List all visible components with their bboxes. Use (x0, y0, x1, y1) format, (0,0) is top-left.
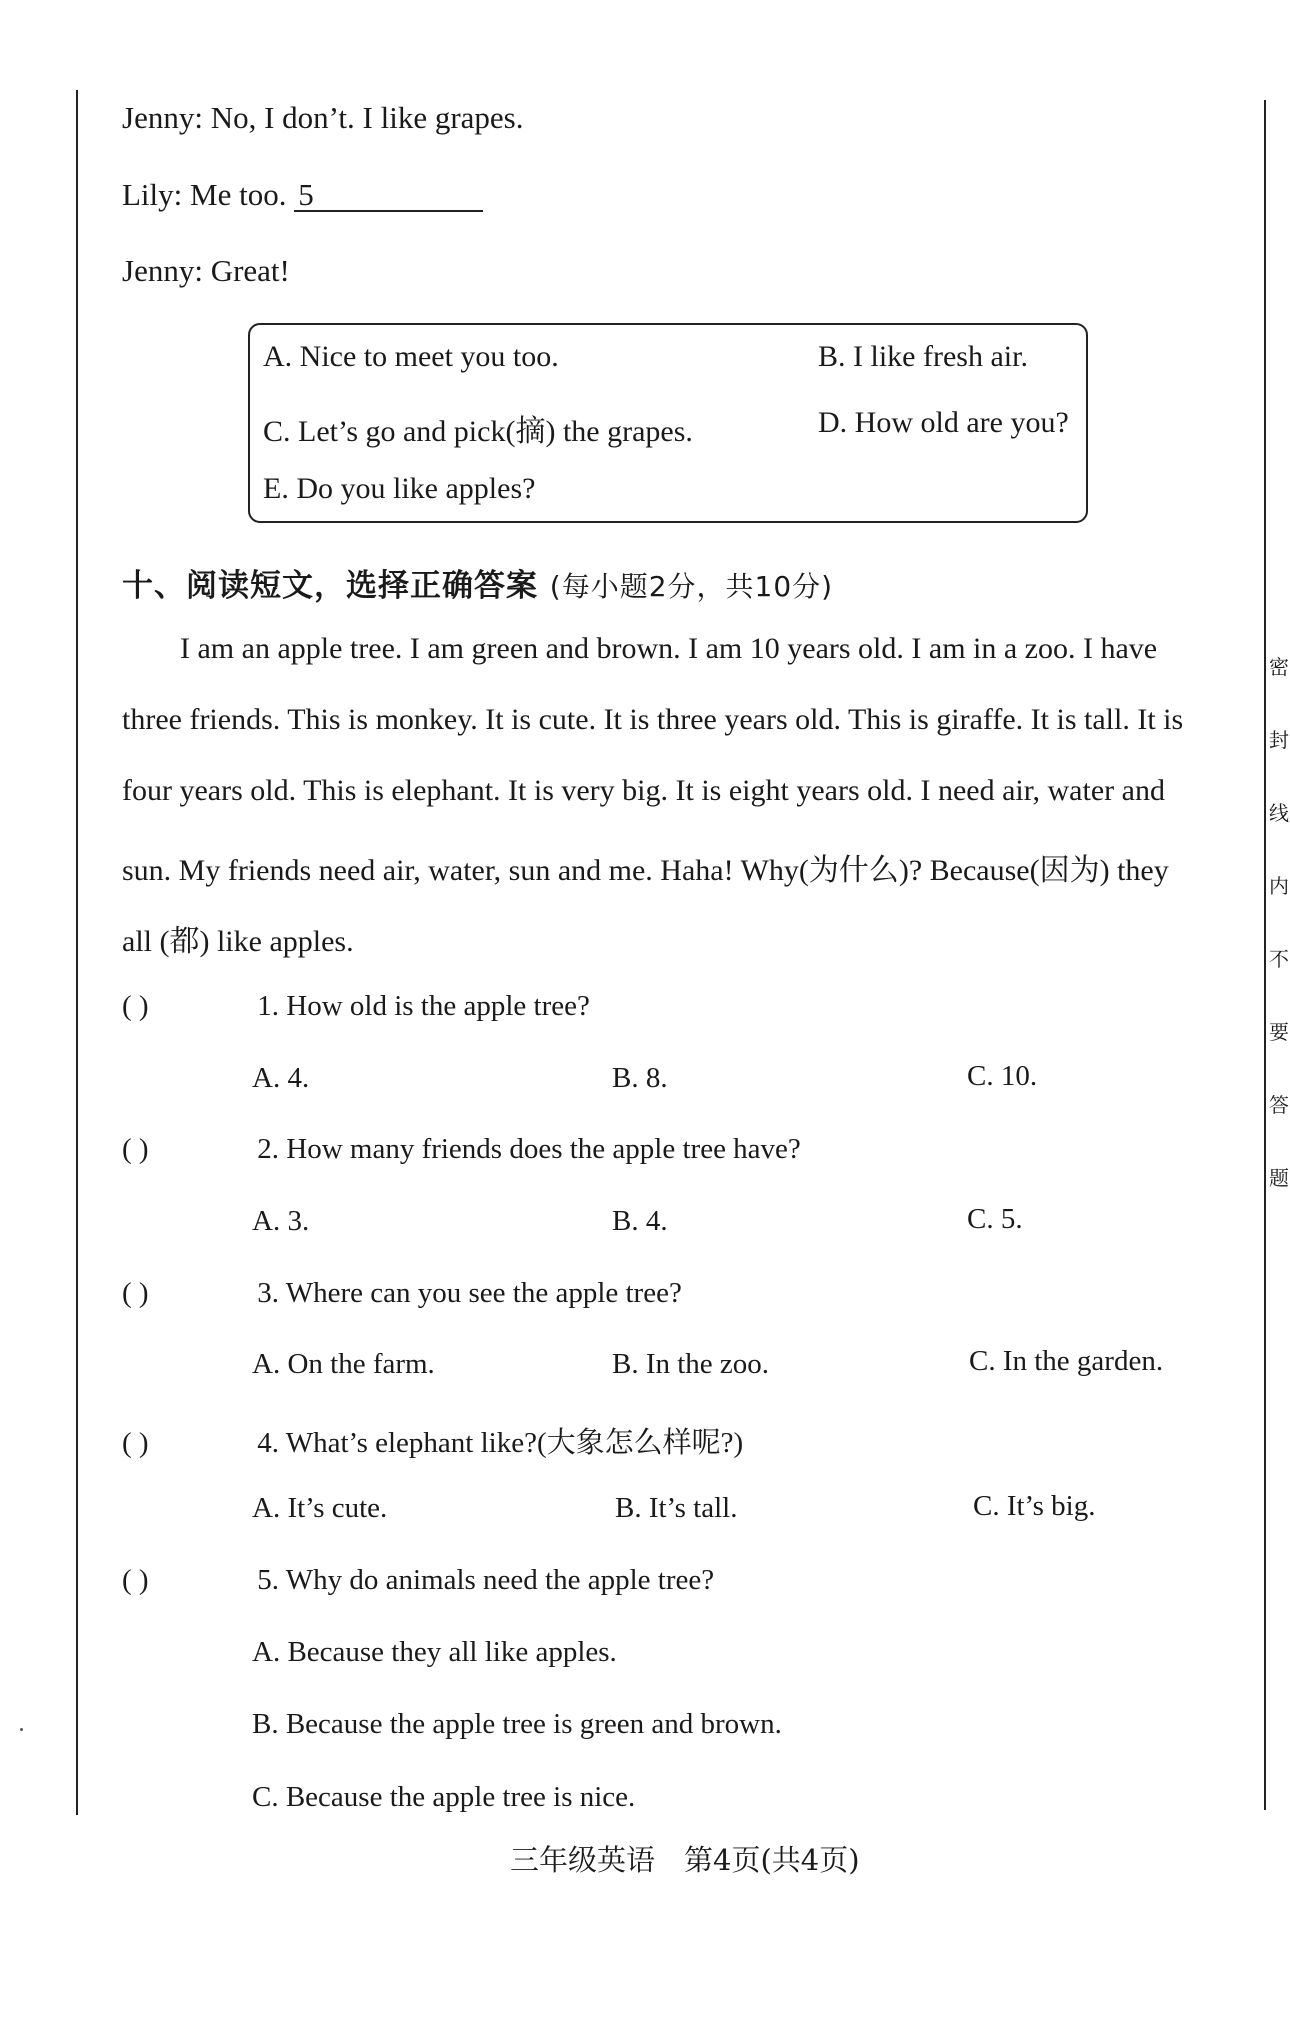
side-char: 线 (1269, 801, 1289, 825)
binding-line-left (76, 90, 78, 1815)
side-char: 不 (1269, 947, 1289, 971)
option-b: B. I like fresh air. (818, 340, 1028, 373)
q3-choice-c: C. In the garden. (969, 1345, 1164, 1377)
question-1 (122, 990, 590, 1023)
section-heading: 十、阅读短文，选择正确答案 (122, 568, 538, 604)
section-score: (每小题2分，共10分) (549, 570, 834, 603)
seal-line-notice (1267, 655, 1290, 1239)
q3-choice-b: B. In the zoo. (612, 1348, 770, 1380)
section-title (122, 560, 833, 605)
answer-paren[interactable]: ( ) (122, 990, 149, 1022)
q1-choice-c: C. 10. (967, 1060, 1038, 1092)
q1-choice-a: A. 4. (252, 1062, 310, 1094)
speaker: Jenny: (122, 100, 203, 135)
side-char: 封 (1269, 728, 1289, 752)
page-footer: 三年级英语 第4页(共4页) (510, 1843, 860, 1877)
question-5 (122, 1564, 714, 1597)
q5-choice-b: B. Because the apple tree is green and brown. (252, 1708, 782, 1740)
speaker: Lily: (122, 177, 183, 212)
side-char: 题 (1269, 1166, 1289, 1190)
q5-choice-a: A. Because they all like apples. (252, 1636, 617, 1668)
question-text: 1. How old is the apple tree? (257, 990, 590, 1022)
binding-line-right (1264, 100, 1266, 1810)
q2-choice-c: C. 5. (967, 1203, 1023, 1235)
q4-choice-a: A. It’s cute. (252, 1492, 388, 1524)
side-char: 内 (1269, 874, 1289, 898)
option-d: D. How old are you? (818, 406, 1069, 439)
q5-choice-c: C. Because the apple tree is nice. (252, 1781, 636, 1813)
speaker: Jenny: (122, 253, 203, 288)
q2-choice-a: A. 3. (252, 1205, 310, 1237)
dialogue-text: No, I don’t. I like grapes. (210, 100, 524, 135)
side-char: 密 (1269, 655, 1289, 679)
answer-paren[interactable]: ( ) (122, 1564, 149, 1596)
dialogue-text: Great! (210, 253, 290, 288)
q2-choice-b: B. 4. (612, 1205, 668, 1237)
question-text: 5. Why do animals need the apple tree? (257, 1564, 715, 1596)
option-e: E. Do you like apples? (263, 472, 536, 505)
question-4 (122, 1420, 743, 1461)
dialogue-line-2 (122, 177, 483, 213)
answer-blank-5[interactable]: 5 (294, 180, 483, 212)
dialogue-text: Me too. (190, 177, 287, 212)
q4-choice-b: B. It’s tall. (615, 1492, 738, 1524)
q4-choice-c: C. It’s big. (973, 1490, 1096, 1522)
passage-line-5: all (都) like apples. (122, 925, 354, 958)
answer-paren[interactable]: ( ) (122, 1277, 149, 1309)
side-char: 答 (1269, 1093, 1289, 1117)
q3-choice-a: A. On the farm. (252, 1348, 435, 1380)
dialogue-line-3 (122, 253, 290, 289)
dialogue-line-1 (122, 100, 524, 136)
q1-choice-b: B. 8. (612, 1062, 668, 1094)
passage-line-1: I am an apple tree. I am green and brown. I am 10 years old. I am in a zoo. I have (180, 632, 1158, 665)
question-2 (122, 1133, 801, 1166)
passage-line-2: three friends. This is monkey. It is cute. It is three years old. This is giraffe. It is tall. It is (122, 703, 1184, 736)
question-text: 4. What’s elephant like?(大象怎么样呢?) (257, 1427, 744, 1459)
question-text: 3. Where can you see the apple tree? (257, 1277, 682, 1309)
question-3 (122, 1277, 682, 1310)
side-char: 要 (1269, 1020, 1289, 1044)
passage-line-3: four years old. This is elephant. It is very big. It is eight years old. I need air, water and (122, 774, 1165, 807)
passage-line-4: sun. My friends need air, water, sun and me. Haha! Why(为什么)? Because(因为) they (122, 854, 1169, 887)
question-text: 2. How many friends does the apple tree have? (257, 1133, 801, 1165)
option-a: A. Nice to meet you too. (263, 340, 559, 373)
option-c: C. Let’s go and pick(摘) the grapes. (263, 415, 693, 448)
scan-speck (20, 1728, 23, 1731)
answer-paren[interactable]: ( ) (122, 1427, 149, 1459)
answer-paren[interactable]: ( ) (122, 1133, 149, 1165)
